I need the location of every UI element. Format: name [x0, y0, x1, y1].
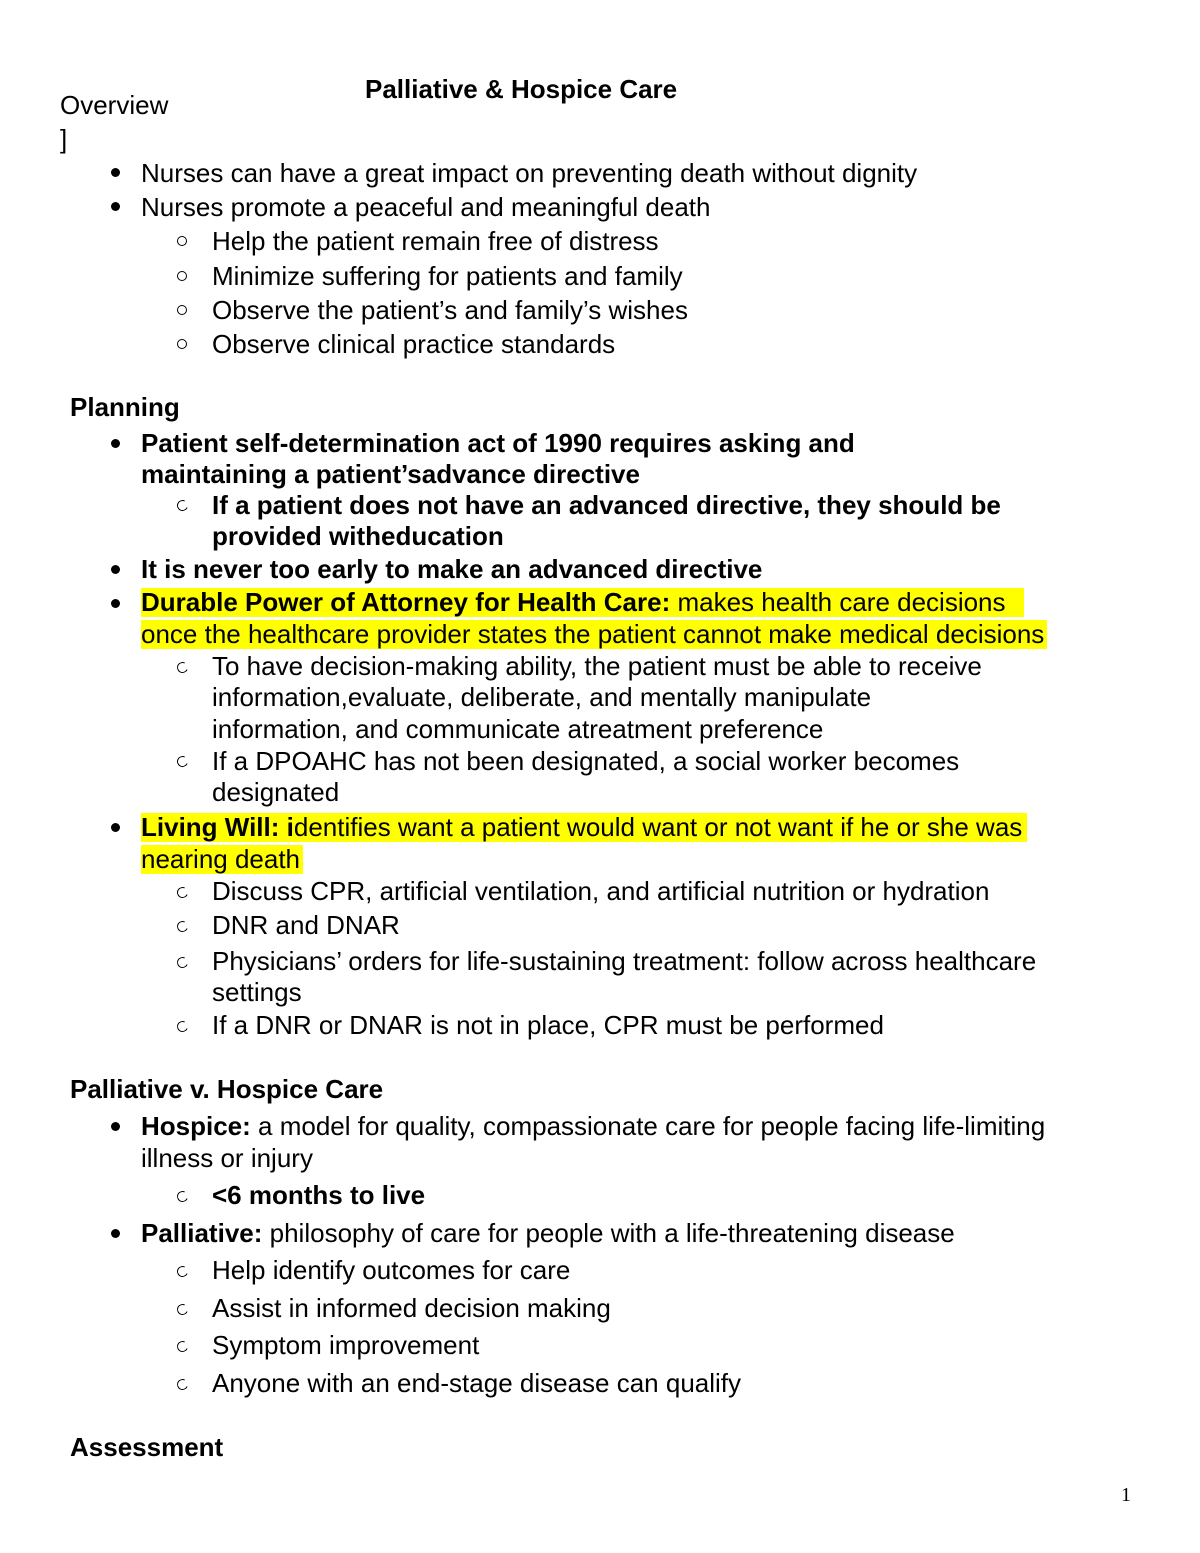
- sub-bullet-icon: [175, 919, 189, 933]
- sub-list-item-continued: designated: [212, 777, 340, 807]
- sub-list-item-continued: settings: [212, 977, 302, 1007]
- section-heading-planning: Planning: [70, 392, 180, 422]
- sub-list-item-continued: information,evaluate, deliberate, and mentally manipulate: [212, 682, 872, 712]
- bullet-icon: [111, 565, 120, 574]
- sub-list-item: Symptom improvement: [212, 1330, 480, 1360]
- palliative-term: Palliative:: [141, 1218, 263, 1248]
- sub-list-item: Help identify outcomes for care: [212, 1255, 571, 1285]
- sub-list-item: If a DNR or DNAR is not in place, CPR must be performed: [212, 1010, 884, 1040]
- sub-bullet-icon: [175, 1302, 189, 1316]
- highlighted-definition-continued: nearing death: [141, 845, 303, 874]
- sub-bullet-icon: [177, 305, 187, 315]
- highlighted-definition: [141, 588, 1024, 617]
- sub-bullet-icon: [175, 885, 189, 899]
- sub-bullet-icon: [175, 1339, 189, 1353]
- page-title: Palliative & Hospice Care: [365, 74, 678, 104]
- sub-list-item-continued: information, and communicate atreatment preference: [212, 714, 824, 744]
- sub-list-item: If a DPOAHC has not been designated, a social worker becomes: [212, 746, 960, 776]
- sub-bullet-icon: [175, 1264, 189, 1278]
- sub-list-item: Observe the patient’s and family’s wishes: [212, 295, 688, 325]
- palliative-definition: philosophy of care for people with a life-threatening disease: [262, 1218, 955, 1248]
- list-item: [141, 1113, 1045, 1139]
- highlighted-definition-continued: once the healthcare provider states the patient cannot make medical decisions: [141, 620, 1047, 649]
- living-will-definition: dentifies want a patient would want or not want if he or she was: [293, 812, 1023, 842]
- sub-bullet-icon: [175, 660, 189, 674]
- stray-bracket: ]: [60, 124, 68, 154]
- sub-list-item: Help the patient remain free of distress: [212, 226, 659, 256]
- sub-bullet-icon: [177, 236, 187, 246]
- sub-bullet-icon: [175, 498, 189, 512]
- section-heading-assessment: Assessment: [70, 1432, 224, 1462]
- sub-list-item: Minimize suffering for patients and family: [212, 261, 683, 291]
- bullet-icon: [111, 599, 120, 608]
- sub-bullet-icon: [175, 1019, 189, 1033]
- dpoa-definition: makes health care decisions: [670, 587, 1006, 617]
- sub-list-item: Anyone with an end-stage disease can qualify: [212, 1368, 742, 1398]
- bullet-icon: [111, 439, 120, 448]
- sub-list-item: If a patient does not have an advanced directive, they should be: [212, 490, 1001, 520]
- sub-bullet-icon: [175, 1189, 189, 1203]
- page-number: 1: [1121, 1484, 1131, 1506]
- list-item-continued: illness or injury: [141, 1143, 313, 1173]
- bullet-icon: [111, 823, 120, 832]
- list-item: Nurses promote a peaceful and meaningful death: [141, 192, 711, 222]
- hospice-definition: a model for quality, compassionate care for people facing life-limiting: [250, 1111, 1046, 1141]
- sub-list-item-continued: provided witheducation: [212, 521, 504, 551]
- sub-list-item: To have decision-making ability, the patient must be able to receive: [212, 651, 982, 681]
- sub-bullet-icon: [175, 1377, 189, 1391]
- sub-bullet-icon: [175, 955, 189, 969]
- list-item: Patient self-determination act of 1990 requires asking and: [141, 428, 855, 458]
- sub-bullet-icon: [177, 339, 187, 349]
- bullet-icon: [111, 168, 120, 177]
- bullet-icon: [111, 1229, 120, 1238]
- list-item: It is never too early to make an advanced directive: [141, 554, 763, 584]
- sub-list-item: Physicians’ orders for life-sustaining treatment: follow across healthcare: [212, 946, 1037, 976]
- dpoa-term: Durable Power of Attorney for Health Care:: [141, 587, 671, 617]
- sub-list-item: Discuss CPR, artificial ventilation, and artificial nutrition or hydration: [212, 876, 990, 906]
- bullet-icon: [111, 1122, 120, 1131]
- sub-bullet-icon: [175, 754, 189, 768]
- sub-list-item: Assist in informed decision making: [212, 1293, 611, 1323]
- list-item: [141, 1220, 955, 1246]
- sub-bullet-icon: [177, 271, 187, 281]
- highlighted-definition: [141, 813, 1027, 842]
- sub-list-item: <6 months to live: [212, 1180, 426, 1210]
- living-will-term: Living Will: i: [141, 812, 294, 842]
- bullet-icon: [111, 202, 120, 211]
- list-item: Nurses can have a great impact on preventing death without dignity: [141, 158, 918, 188]
- overview-label: Overview: [60, 90, 169, 120]
- list-item-continued: maintaining a patient’sadvance directive: [141, 459, 640, 489]
- sub-list-item: DNR and DNAR: [212, 910, 400, 940]
- sub-list-item: Observe clinical practice standards: [212, 329, 616, 359]
- section-heading-palliative-vs-hospice: Palliative v. Hospice Care: [70, 1074, 384, 1104]
- hospice-term: Hospice:: [141, 1111, 251, 1141]
